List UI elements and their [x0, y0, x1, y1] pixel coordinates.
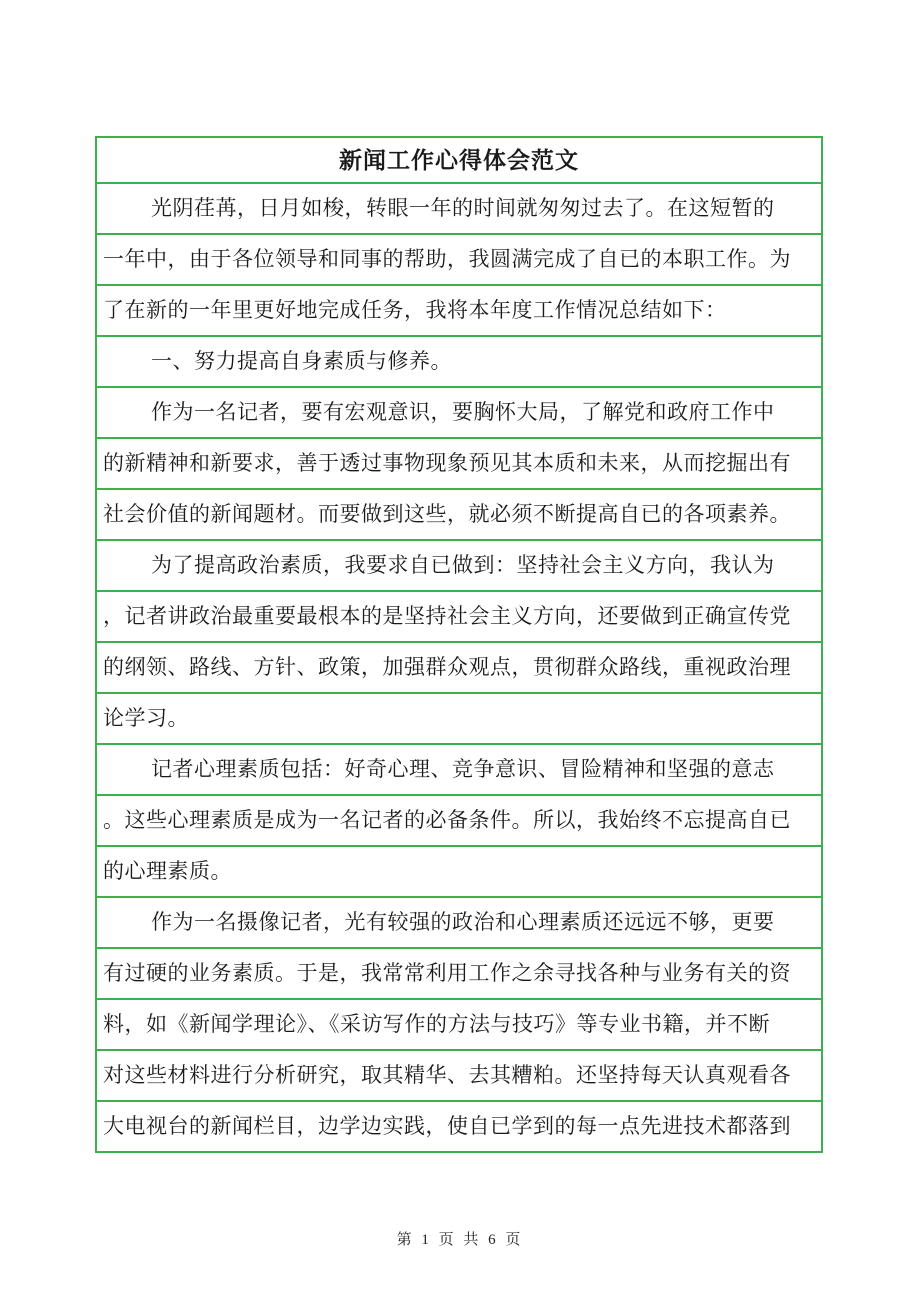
table-row: 记者心理素质包括：好奇心理、竞争意识、冒险精神和坚强的意志 — [95, 743, 823, 796]
table-row: 料，如《新闻学理论》、《采访写作的方法与技巧》等专业书籍，并不断 — [95, 998, 823, 1051]
page-number: 第 1 页 共 6 页 — [396, 1232, 524, 1248]
table-row: 社会价值的新闻题材。而要做到这些，就必须不断提高自已的各项素养。 — [95, 488, 823, 541]
table-row: 了在新的一年里更好地完成任务，我将本年度工作情况总结如下： — [95, 284, 823, 337]
table-row: 作为一名摄像记者，光有较强的政治和心理素质还远远不够，更要 — [95, 896, 823, 949]
table-row: 论学习。 — [95, 692, 823, 745]
table-row: 大电视台的新闻栏目，边学边实践，使自已学到的每一点先进技术都落到 — [95, 1100, 823, 1153]
table-row: 对这些材料进行分析研究，取其精华、去其糟粕。还坚持每天认真观看各 — [95, 1049, 823, 1102]
document-table — [95, 136, 823, 1153]
table-row: 为了提高政治素质，我要求自已做到：坚持社会主义方向，我认为 — [95, 539, 823, 592]
table-row: 的新精神和新要求，善于透过事物现象预见其本质和未来，从而挖掘出有 — [95, 437, 823, 490]
table-row: 。这些心理素质是成为一名记者的必备条件。所以，我始终不忘提高自已 — [95, 794, 823, 847]
table-row: 光阴荏苒，日月如梭，转眼一年的时间就匆匆过去了。在这短暂的 — [95, 182, 823, 235]
table-row: 的心理素质。 — [95, 845, 823, 898]
document-title: 新闻工作心得体会范文 — [95, 136, 823, 184]
table-row: 的纲领、路线、方针、政策，加强群众观点，贯彻群众路线，重视政治理 — [95, 641, 823, 694]
table-row: ，记者讲政治最重要最根本的是坚持社会主义方向，还要做到正确宣传党 — [95, 590, 823, 643]
table-row: 有过硬的业务素质。于是，我常常利用工作之余寻找各种与业务有关的资 — [95, 947, 823, 1000]
table-row: 一年中，由于各位领导和同事的帮助，我圆满完成了自已的本职工作。为 — [95, 233, 823, 286]
table-row: 作为一名记者，要有宏观意识，要胸怀大局，了解党和政府工作中 — [95, 386, 823, 439]
table-row: 一、努力提高自身素质与修养。 — [95, 335, 823, 388]
